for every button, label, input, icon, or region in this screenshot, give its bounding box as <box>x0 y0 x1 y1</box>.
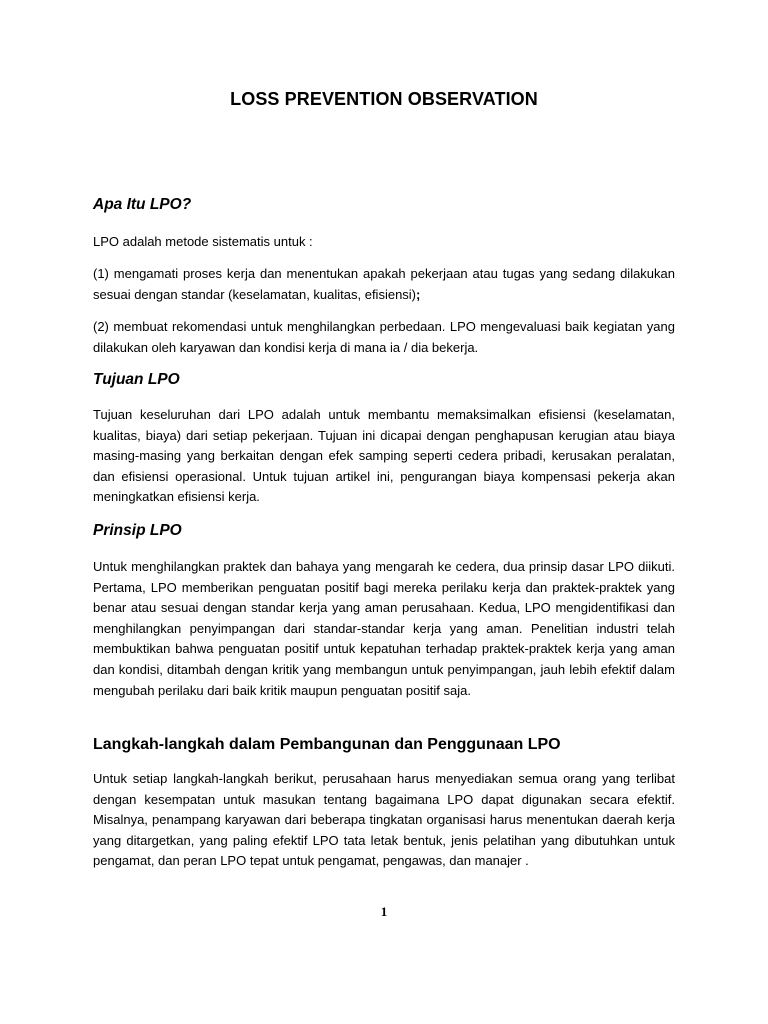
paragraph-point-2: (2) membuat rekomendasi untuk menghilangkan perbedaan. LPO mengevaluasi baik kegiatan yang dilakukan oleh karyawan dan kondisi kerja di mana ia / dia bekerja. <box>93 319 675 355</box>
section-heading-prinsip-lpo: Prinsip LPO <box>93 522 182 539</box>
section-heading-langkah-langkah: Langkah-langkah dalam Pembangunan dan Penggunaan LPO <box>93 736 561 753</box>
point-1-text: (1) mengamati proses kerja dan menentukan apakah pekerjaan atau tugas yang sedang dilakukan sesuai dengan standar (keselamatan, kualitas, efisiensi) <box>93 266 675 302</box>
section-heading-apa-itu-lpo: Apa Itu LPO? <box>93 196 192 213</box>
paragraph-tujuan: Tujuan keseluruhan dari LPO adalah untuk membantu memaksimalkan efisiensi (keselamatan, kualitas, biaya) dari setiap pekerjaan. Tujuan ini dicapai dengan penghapusan kerugian atau biaya masing-masing yang berkaitan dengan efek samping seperti cedera pribadi, kerusakan peralatan, dan efisiensi operasional. Untuk tujuan artikel ini, pengurangan biaya kompensasi pekerja akan meningkatkan efisiensi kerja. <box>93 407 675 505</box>
point-1-semicolon: ; <box>416 286 421 302</box>
section-heading-tujuan-lpo: Tujuan LPO <box>93 371 180 388</box>
page-number: 1 <box>380 904 388 919</box>
paragraph-langkah: Untuk setiap langkah-langkah berikut, perusahaan harus menyediakan semua orang yang terlibat dengan kesempatan untuk masukan tentang bagaimana LPO dapat digunakan secara efektif. Misalnya, penampang karyawan dari beberapa tingkatan organisasi harus menentukan daerah kerja yang ditargetkan, yang paling efektif LPO tata letak bentuk, jenis pelatihan yang dibutuhkan untuk pengamat, dan peran LPO tepat untuk pengamat, pengawas, dan manajer . <box>93 771 675 869</box>
paragraph-point-1 <box>93 264 675 305</box>
paragraph-prinsip: Untuk menghilangkan praktek dan bahaya yang mengarah ke cedera, dua prinsip dasar LPO diikuti. Pertama, LPO memberikan penguatan positif bagi mereka perilaku kerja dan praktek-praktek yang benar atau sesuai dengan standar kerja yang aman perusahaan. Kedua, LPO mengidentifikasi dan menghilangkan penyimpangan dari standar-standar kerja yang aman. Penelitian industri telah membuktikan bahwa penguatan positif untuk kepatuhan terhadap praktek-praktek kerja yang aman dan kondisi, ditambah dengan kritik yang membangun untuk penyimpangan, jauh lebih efektif dalam mengubah perilaku dari baik kritik maupun penguatan positif saja. <box>93 559 675 698</box>
paragraph-intro: LPO adalah metode sistematis untuk : <box>93 234 313 249</box>
document-title: LOSS PREVENTION OBSERVATION <box>230 89 538 109</box>
